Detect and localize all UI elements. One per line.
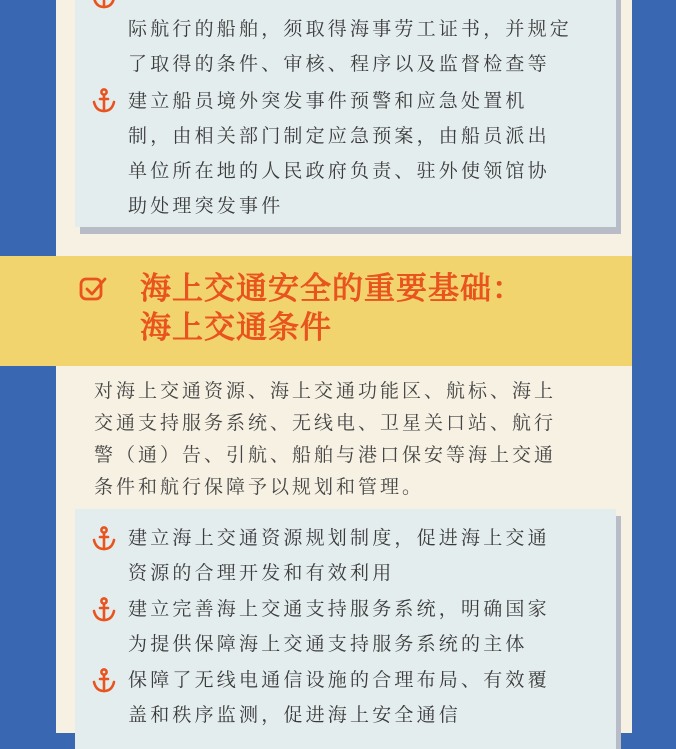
measures-card-bottom <box>75 509 616 749</box>
anchor-icon <box>91 668 117 694</box>
list-item-text: 保障了无线电通信设施的合理布局、有效覆 盖和秩序监测，促进海上安全通信 <box>128 669 550 726</box>
anchor-icon <box>91 0 117 10</box>
measures-card-top <box>75 0 616 227</box>
checkbox-icon <box>78 274 108 304</box>
list-item-text: 建立海上交通资源规划制度，促进海上交通 资源的合理开发和有效利用 <box>128 527 550 584</box>
section-banner <box>0 256 632 366</box>
list-item-text: 建立完善海上交通支持服务系统，明确国家 为提供保障海上交通支持服务系统的主体 <box>128 598 550 655</box>
anchor-icon <box>91 526 117 552</box>
section-title: 海上交通安全的重要基础： 海上交通条件 <box>140 271 524 346</box>
list-item-text: 际航行的船舶，须取得海事劳工证书，并规定 了取得的条件、审核、程序以及监督检查等 <box>128 18 573 75</box>
anchor-icon <box>91 597 117 623</box>
list-item-text: 建立船员境外突发事件预警和应急处置机 制，由相关部门制定应急预案，由船员派出 单位所在地的人民政府负责、驻外使领馆协 助处理突发事件 <box>128 90 550 217</box>
intro-paragraph: 对海上交通资源、海上交通功能区、航标、海上 交通支持服务系统、无线电、卫星关口站、航行 警（通）告、引航、船舶与港口保安等海上交通 条件和航行保障予以规划和管理。 <box>94 380 557 498</box>
anchor-icon <box>91 88 117 114</box>
